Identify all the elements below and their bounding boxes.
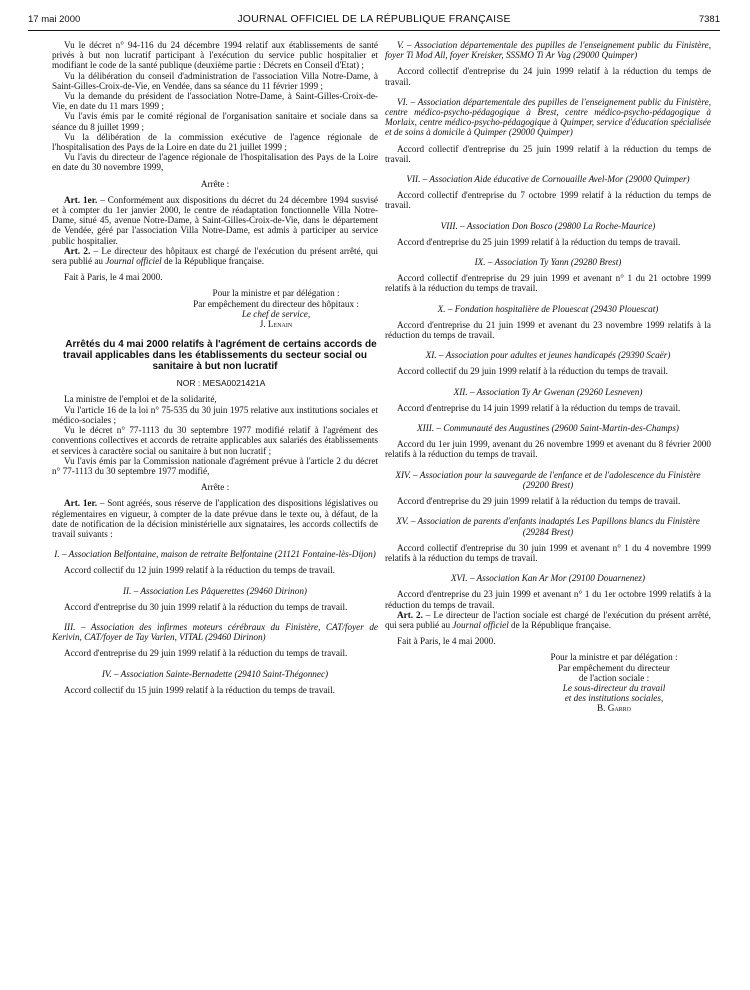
signature-name: B. Garro xyxy=(596,703,632,714)
signature-line: Pour la ministre et par délégation : xyxy=(550,652,678,663)
signature-name: J. Lenain xyxy=(259,319,293,330)
item-text: Accord collectif d'entreprise du 7 octobre 1999 relatif à la réduction du temps de travail. xyxy=(385,190,711,211)
item-text: Accord d'entreprise du 29 juin 1999 relatif à la réduction du temps de travail. xyxy=(64,648,348,659)
item-text: Accord d'entreprise du 30 juin 1999 relatif à la réduction du temps de travail. xyxy=(64,601,348,612)
signature-block xyxy=(162,288,378,329)
intro: La ministre de l'emploi et de la solidarité, xyxy=(64,394,217,405)
item-text: Accord collectif d'entreprise du 30 juin 1999 et avenant n° 1 du 4 novembre 1999 relatifs à la réduction du temps de travail. xyxy=(385,542,711,563)
left-column xyxy=(52,40,378,695)
item-heading: IX. – Association Ty Yann (29280 Brest) xyxy=(474,257,622,268)
section-title: Arrêtés du 4 mai 2000 relatifs à l'agrément de certains accords de travail applicables dans les établissements du secteur social ou sanitaire à but non lucratif xyxy=(62,339,377,373)
visa: Vu l'avis du directeur de l'agence régionale de l'hospitalisation des Pays de la Loire en date du 30 novembre 1999, xyxy=(52,152,378,173)
signature-line: Le chef de service, xyxy=(241,308,311,319)
right-column xyxy=(385,40,711,714)
signature-line: Par empêchement du directeur des hôpitaux : xyxy=(193,298,359,309)
visa: Vu la demande du président de l'association Notre-Dame, à Saint-Gilles-Croix-de-Vie, en date du 11 mars 1999 ; xyxy=(52,91,378,112)
article-2 xyxy=(52,246,378,266)
item-heading: III. – Association des infirmes moteurs cérébraux du Finistère, CAT/foyer de Kerivin, CAT/foyer de Tay Varlen, VITAL (29460 Dirinon) xyxy=(52,621,378,643)
item-text: Accord collectif d'entreprise du 24 juin 1999 relatif à la réduction du temps de travail. xyxy=(385,66,711,87)
visa: Vu le décret n° 77-1113 du 30 septembre 1977 modifié relatif à l'agrément des conventions collectives et accords de retraite applicables aux salariés des établissements et services à caractère social ou sanitaire à but non lucratif ; xyxy=(52,425,378,456)
visa: Vu le décret n° 94-116 du 24 décembre 1994 relatif aux établissements de santé privés à but non lucratif participant à l'exécution du service public hospitalier et modifiant le code de la santé publique (deuxième partie : Décrets en Conseil d'Etat) ; xyxy=(52,40,378,71)
item-heading: XII. – Association Ty Ar Gwenan (29260 Lesneven) xyxy=(453,386,643,397)
item-heading: VIII. – Association Don Bosco (29800 La Roche-Maurice) xyxy=(440,220,656,231)
item-heading: VII. – Association Aide éducative de Cornouaille Avel-Mor (29000 Quimper) xyxy=(406,174,690,185)
article-text: – Conformément aux dispositions du décret du 24 décembre 1994 susvisé et à compter du 1er janvier 2000, le centre de réadaptation fonctionnelle Villa Notre-Dame, situé 45, avenue Notre-Dame, à Saint-Gilles-Croix-de-Vie, dans le département de Vendée, géré par l'association Villa Notre-Dame, est admis à participer au service public hospitalier. xyxy=(52,194,378,246)
item-heading: II. – Association Les Pâquerettes (29460 Dirinon) xyxy=(123,585,307,596)
nor-reference: NOR : MESA0021421A xyxy=(176,378,266,389)
visa: Vu la délibération du conseil d'administration de l'association Villa Notre-Dame, à Saint-Gilles-Croix-de-Vie, en Vendée, dans sa séance du 11 février 1999 ; xyxy=(52,70,378,91)
item-heading: IV. – Association Sainte-Bernadette (29410 Saint-Thégonnec) xyxy=(101,668,329,679)
item-text: Accord du 1er juin 1999, avenant du 26 novembre 1999 et avenant du 8 février 2000 relatifs à la réduction du temps de travail. xyxy=(385,439,711,460)
fait-a-paris: Fait à Paris, le 4 mai 2000. xyxy=(397,636,496,647)
signature-line: Par empêchement du directeur xyxy=(558,662,670,673)
journal-officiel: Journal officiel xyxy=(105,256,162,267)
item-text: Accord d'entreprise du 14 juin 1999 relatif à la réduction du temps de travail. xyxy=(397,402,681,413)
signature-line: et des institutions sociales, xyxy=(564,693,664,704)
item-text: Accord collectif du 15 juin 1999 relatif à la réduction du temps de travail. xyxy=(64,684,335,695)
arrete-label: Arrête : xyxy=(200,178,230,189)
article-label: Art. 1er. xyxy=(64,498,98,509)
item-text: Accord d'entreprise du 23 juin 1999 et avenant n° 1 du 1er octobre 1999 relatifs à la réduction du temps de travail. xyxy=(385,589,711,610)
header-title: JOURNAL OFFICIEL DE LA RÉPUBLIQUE FRANÇAISE xyxy=(237,13,511,25)
visa: Vu l'article 16 de la loi n° 75-535 du 30 juin 1975 relative aux institutions sociales et médico-sociales ; xyxy=(52,404,378,425)
article-1 xyxy=(52,195,378,246)
item-heading: XV. – Association de parents d'enfants inadaptés Les Papillons blancs du Finistère (29284 Brest) xyxy=(396,516,700,537)
article-text: de la République française. xyxy=(508,619,612,630)
item-text: Accord d'entreprise du 25 juin 1999 relatif à la réduction du temps de travail. xyxy=(397,236,681,247)
item-text: Accord d'entreprise du 21 juin 1999 et avenant du 23 novembre 1999 relatifs à la réduction du temps de travail. xyxy=(385,319,711,341)
item-heading: XI. – Association pour adultes et jeunes handicapés (29390 Scaër) xyxy=(425,350,671,361)
page-header xyxy=(28,12,720,28)
article-label: Art. 1er. xyxy=(64,194,98,205)
signature-line: de l'action sociale : xyxy=(578,672,650,683)
item-heading: XIV. – Association pour la sauvegarde de l'enfance et de l'adolescence du Finistère (29200 Brest) xyxy=(395,469,701,490)
visa: Vu l'avis émis par la Commission nationale d'agrément prévue à l'article 2 du décret n° 77-1113 du 30 septembre 1977 modifié, xyxy=(52,455,378,476)
header-page-number: 7381 xyxy=(698,14,720,25)
article-label: Art. 2. xyxy=(64,245,91,256)
article-text: – Sont agréés, sous réserve de l'application des dispositions législatives ou réglementaires en vigueur, à compter de la date prévue dans le texte ou, à défaut, de la date de notification de la décision ministérielle aux signataires, les accords collectifs de travail suivants : xyxy=(52,498,378,539)
article-text: – Le directeur de l'action sociale est chargé de l'exécution du présent arrêté, qui sera publié au xyxy=(385,609,711,630)
article-text: – Le directeur des hôpitaux est chargé de l'exécution du présent arrêté, qui sera publié au xyxy=(52,245,378,267)
visa: Vu la délibération de la commission exécutive de l'agence régionale de l'hospitalisation des Pays de la Loire en date du 21 juillet 1999 ; xyxy=(52,131,378,153)
item-text: Accord d'entreprise du 29 juin 1999 relatif à la réduction du temps de travail. xyxy=(397,496,681,507)
header-date: 17 mai 2000 xyxy=(28,14,81,25)
visa: Vu l'avis émis par le comité régional de l'organisation sanitaire et sociale dans sa séance du 8 juillet 1999 ; xyxy=(52,111,378,132)
signature-block xyxy=(505,652,711,713)
item-heading: XIII. – Communauté des Augustines (29600 Saint-Martin-des-Champs) xyxy=(417,423,679,434)
journal-officiel: Journal officiel xyxy=(452,619,509,630)
item-heading: VI. – Association départementale des pupilles de l'enseignement public du Finistère, centre médico-psycho-pédagogique à Brest, centre médico-psycho-pédagogique à Morlaix, centre médico-psycho-pédagogique à Quimper, service d'éducation spécialisée et de soins à domicile à Quimper (29000 Quimper) xyxy=(385,96,711,138)
article-text: de la République française. xyxy=(161,256,265,267)
item-text: Accord collectif du 29 juin 1999 relatif à la réduction du temps de travail. xyxy=(397,366,668,377)
item-heading: X. – Fondation hospitalière de Plouescat (29430 Plouescat) xyxy=(437,303,659,314)
item-text: Accord collectif d'entreprise du 25 juin 1999 relatif à la réduction du temps de travail. xyxy=(385,143,711,164)
article-2 xyxy=(385,610,711,630)
item-text: Accord collectif d'entreprise du 29 juin 1999 et avenant n° 1 du 21 octobre 1999 relatifs à la réduction du temps de travail. xyxy=(385,273,711,294)
article-1 xyxy=(52,498,378,539)
fait-a-paris: Fait à Paris, le 4 mai 2000. xyxy=(64,272,163,283)
signature-line: Pour la ministre et par délégation : xyxy=(212,288,340,299)
item-heading: V. – Association départementale des pupilles de l'enseignement public du Finistère, foyer Ti Mod All, foyer Kreisker, SSSMO Ti Ar Vag (29000 Quimper) xyxy=(385,40,711,61)
header-rule xyxy=(28,30,720,31)
item-text: Accord collectif du 12 juin 1999 relatif à la réduction du temps de travail. xyxy=(64,565,335,576)
item-heading: I. – Association Belfontaine, maison de retraite Belfontaine (21121 Fontaine-lès-Dijon) xyxy=(54,549,376,560)
item-heading: XVI. – Association Kan Ar Mor (29100 Douarnenez) xyxy=(450,573,646,584)
arrete-label: Arrête : xyxy=(200,482,230,493)
signature-line: Le sous-directeur du travail xyxy=(562,682,666,693)
article-label: Art. 2. xyxy=(397,609,423,620)
